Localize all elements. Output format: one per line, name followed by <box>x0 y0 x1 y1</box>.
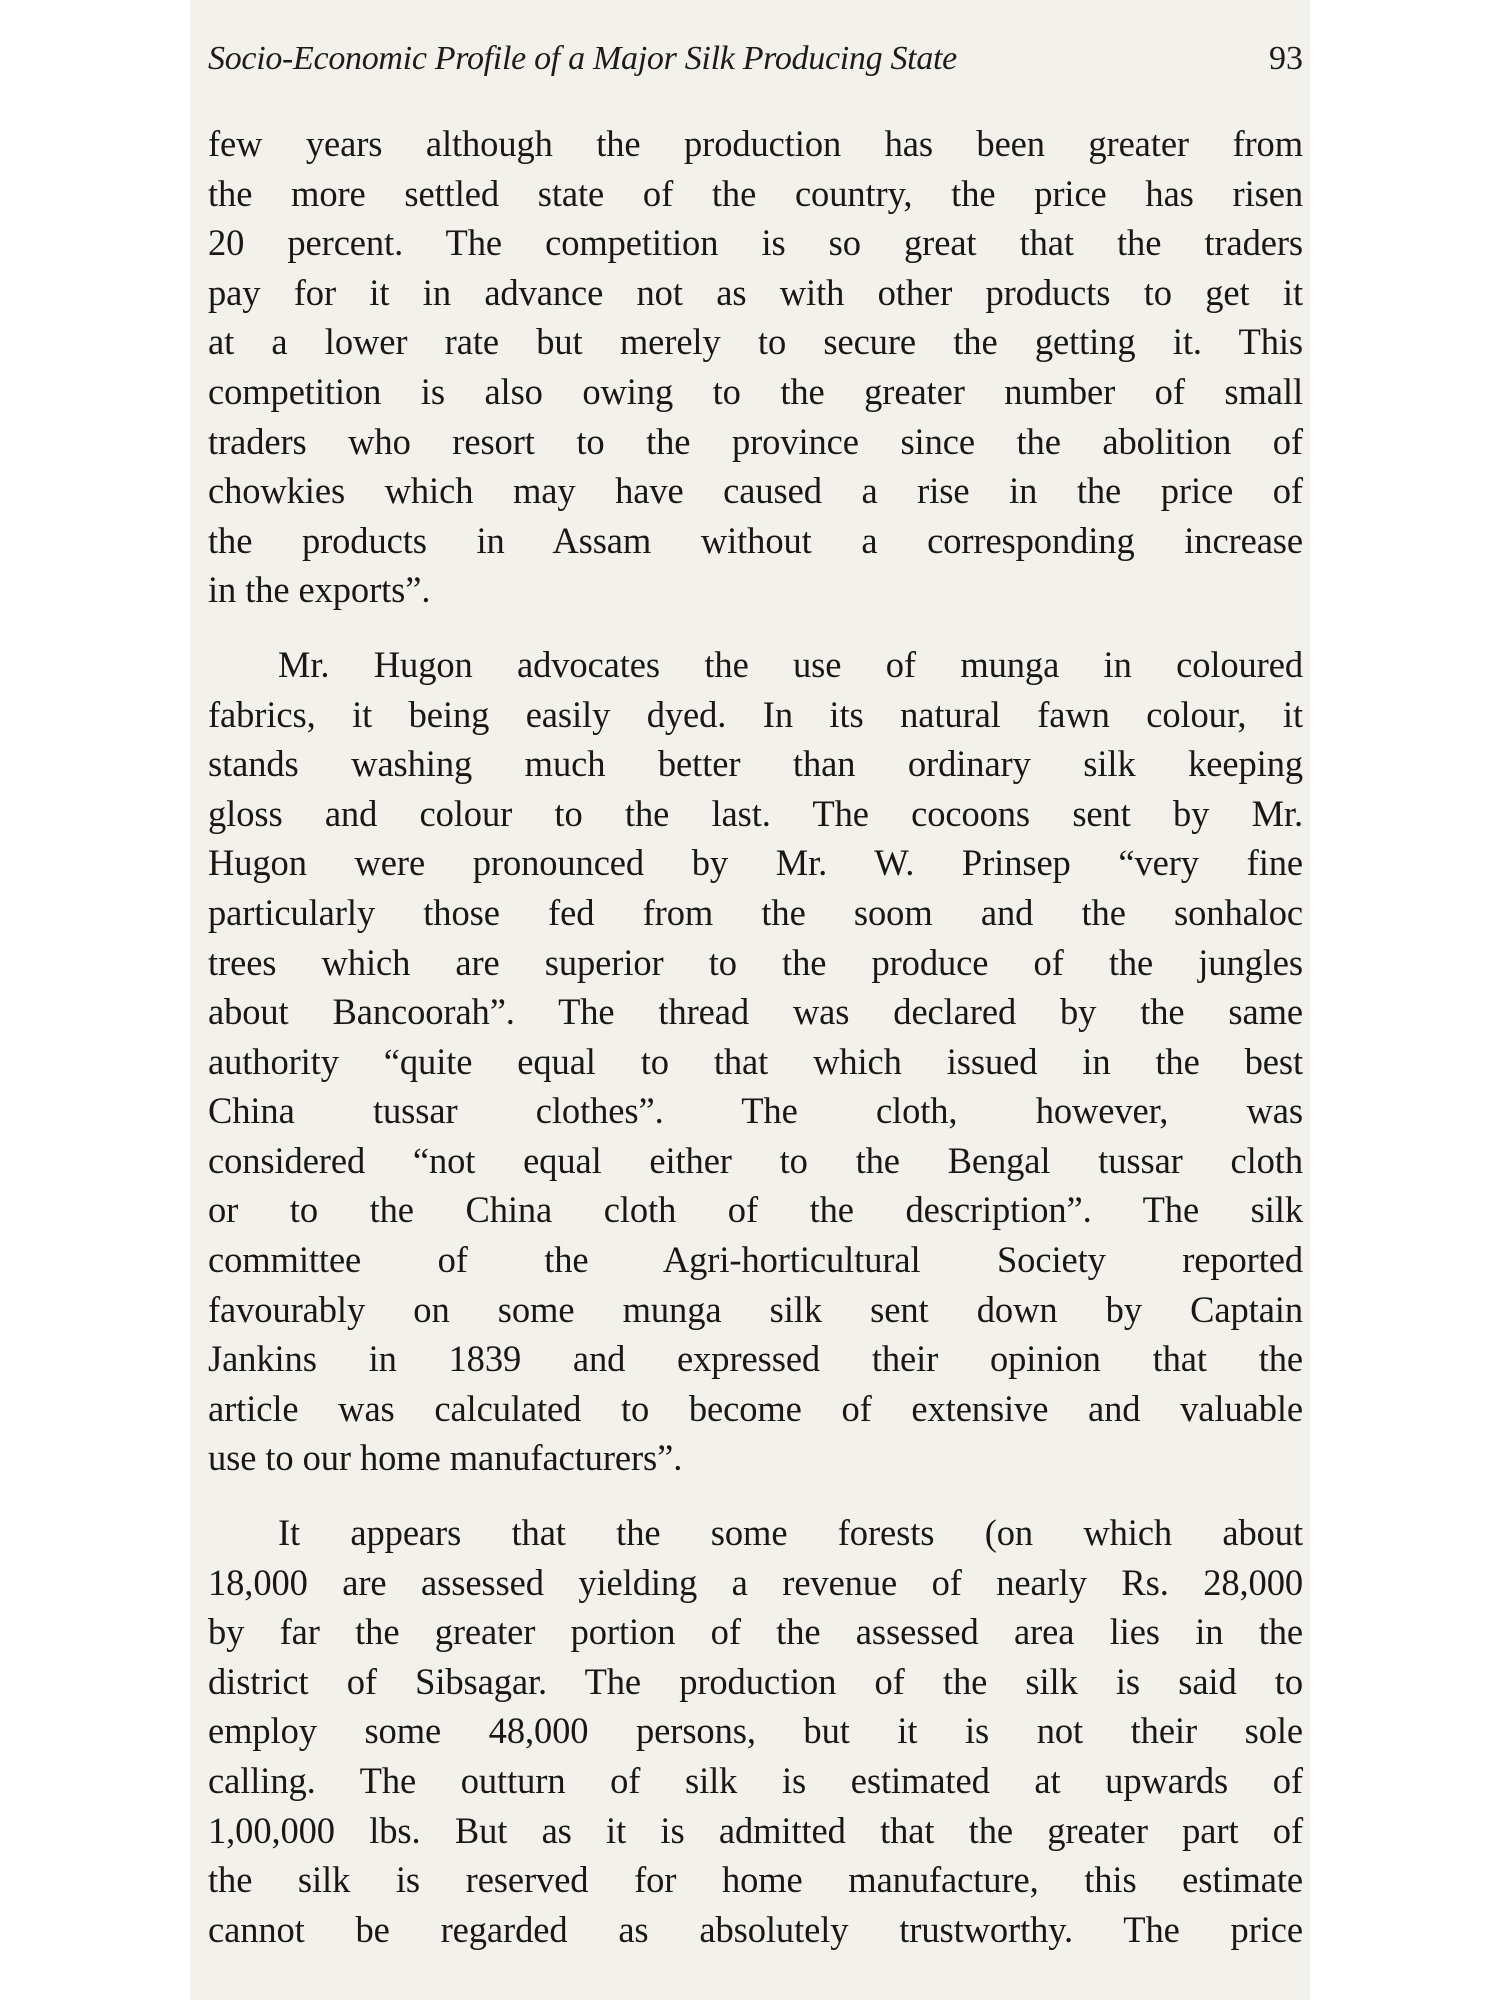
text-line: 18,000 are assessed yielding a revenue of nearly Rs. 28,000 <box>208 1561 1303 1603</box>
text-line: use to our home manufacturers”. <box>208 1437 683 1479</box>
page-number: 93 <box>1269 40 1303 77</box>
text-line: calling. The outturn of silk is estimated at upwards of <box>208 1760 1303 1801</box>
book-page <box>190 0 1310 2000</box>
text-line: in the exports”. <box>208 569 431 611</box>
running-head <box>208 34 1303 84</box>
text-line: or to the China cloth of the description”. The silk <box>208 1189 1303 1231</box>
text-line: pay for it in advance not as with other products to get it <box>208 271 1303 313</box>
text-line: gloss and colour to the last. The cocoons sent by Mr. <box>208 792 1303 834</box>
paragraph-gap <box>208 1483 1303 1508</box>
text-line: stands washing much better than ordinary silk keeping <box>208 743 1303 785</box>
paragraph-gap <box>208 615 1303 640</box>
text-line: cannot be regarded as absolutely trustworthy. The price <box>208 1908 1303 1950</box>
page-content <box>208 0 1303 2000</box>
text-line: by far the greater portion of the assessed area lies in the <box>208 1611 1303 1653</box>
paragraph-2 <box>208 640 1303 1483</box>
text-line: district of Sibsagar. The production of the silk is said to <box>208 1660 1303 1702</box>
text-line: trees which are superior to the produce of the jungles <box>208 941 1303 983</box>
text-line: the silk is reserved for home manufacture, this estimate <box>208 1859 1303 1901</box>
text-line: authority “quite equal to that which issued in the best <box>208 1040 1303 1082</box>
text-line: fabrics, it being easily dyed. In its natural fawn colour, it <box>208 693 1303 735</box>
running-title: Socio-Economic Profile of a Major Silk Producing State <box>208 40 957 77</box>
text-line: about Bancoorah”. The thread was declared by the same <box>208 991 1303 1033</box>
text-line: China tussar clothes”. The cloth, however, was <box>208 1090 1303 1132</box>
text-line: competition is also owing to the greater number of small <box>208 370 1303 412</box>
text-line: traders who resort to the province since the abolition of <box>208 420 1303 462</box>
text-line: article was calculated to become of extensive and valuable <box>208 1387 1303 1429</box>
text-line: at a lower rate but merely to secure the getting it. This <box>208 321 1303 363</box>
text-line: favourably on some munga silk sent down by Captain <box>208 1288 1303 1330</box>
paragraph-1 <box>208 119 1303 615</box>
text-line: chowkies which may have caused a rise in the price of <box>208 470 1303 512</box>
text-line: 1,00,000 lbs. But as it is admitted that the greater part of <box>208 1809 1303 1851</box>
text-line: employ some 48,000 persons, but it is not their sole <box>208 1710 1303 1752</box>
paragraph-3 <box>208 1508 1303 1954</box>
text-line: Hugon were pronounced by Mr. W. Prinsep “very fine <box>208 842 1303 884</box>
text-line: the more settled state of the country, the price has risen <box>208 172 1303 214</box>
text-line: the products in Assam without a corresponding increase <box>208 519 1303 561</box>
text-line: 20 percent. The competition is so great that the traders <box>208 222 1303 264</box>
text-line: few years although the production has been greater from <box>208 123 1303 164</box>
text-line: considered “not equal either to the Bengal tussar cloth <box>208 1139 1303 1181</box>
text-line: Mr. Hugon advocates the use of munga in coloured <box>278 643 1303 685</box>
text-line: Jankins in 1839 and expressed their opinion that the <box>208 1338 1303 1380</box>
body-text <box>208 119 1303 1954</box>
text-line: particularly those fed from the soom and the sonhaloc <box>208 891 1303 933</box>
text-line: It appears that the some forests (on which about <box>278 1512 1303 1554</box>
text-line: committee of the Agri-horticultural Society reported <box>208 1239 1303 1281</box>
